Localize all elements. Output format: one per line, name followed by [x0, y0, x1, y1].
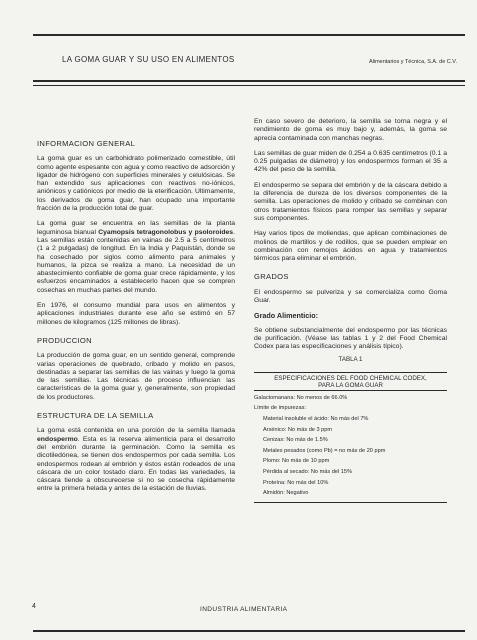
table-limite: Límite de impurezas: [254, 405, 306, 412]
table-row: Pérdida al secado: No más del 15% [263, 468, 352, 475]
header-rule-thin [33, 85, 465, 86]
table-row: Arsénico: No más de 3 ppm [263, 426, 333, 433]
table-title: TABLA 1 [338, 355, 363, 363]
paragraph-grados: El endospermo se pulveriza y se comercializa como Goma Guar. [254, 288, 447, 305]
table-row: Material insoluble el ácido: No más del 7% [263, 416, 369, 423]
paragraph-planta: La goma guar se encuentra en las semillas de la planta leguminosa bianual Cyamopsis tetragonolobus y psoloroides. Las semillas están contenidas en vainas de 2.5 a 5 centímetros (1 a 2 pulgadas) de longitud. En la India y Paquistán, donde se ha cosechado por siglos como alimento para animales y humanos, la pizca se realiza a mano. La necesidad de un abastecimiento confiable de goma guar crece rápidamente, y los esfuerzos encaminados a establecerlo hacen que se compren cosechas en muchas partes del mundo. [37, 220, 235, 294]
heading-grados: GRADOS [254, 272, 289, 282]
header-rule-thick [33, 80, 465, 82]
table-caption-line1: ESPECIFICACIONES DEL FOOD CHEMICAL CODEX, [274, 374, 427, 382]
paragraph-grado-alimenticio: Se obtiene substancialmente del endospermo por las técnicas de purificación. (Véase las tablas 1 y 2 del Food Chemical Codex para las especificaciones y análisis típico). [254, 326, 447, 351]
paragraph-estructura: La goma está contenida en una porción de la semilla llamada endospermo. Esta es la reserva alimenticia para el desarrollo del embrión durante la germinación. Como la semilla es dicotiledónea, se tienen dos endospermos por cada semilla. Los endospermos rodean al embrión y éstos están rodeados de una cáscara de un color tostado claro. En todas las variedades, la cáscara tiende a obscurecerse si no se cosecha rápidamente entre la primera helada y antes de la estación de lluvias. [37, 427, 235, 493]
heading-estructura: ESTRUCTURA DE LA SEMILLA [37, 411, 154, 421]
heading-produccion: PRODUCCION [37, 335, 92, 345]
right-column [254, 118, 447, 503]
paragraph-intro: La goma guar es un carbohidrato polimerizado comestible, útil como agente espesante con agua y como reactivo de adsorción y ligador de hidrógeno con superficies minerales y celulósicas. Se han extendido sus aplicaciones con reactivos no-iónicos, aniónicos y catiónicos por medio de la eterificación. Ultimamente, los derivados de goma guar, han ocupado una importante fracción de la producción total de guar. [37, 155, 235, 213]
paragraph-consumo: En 1976, el consumo mundial para usos en alimentos y aplicaciones industriales durante ese año se estimó en 57 millones de kilogramos (125 millones de libras). [37, 302, 235, 326]
species-name: Cyamopsis tetragonolobus y psoloroides [98, 228, 234, 236]
table-row: Plomo: No más de 10 ppm [263, 458, 330, 465]
table-caption-line2: PARA LA GOMA GUAR [254, 382, 447, 391]
heading-grado-alimenticio: Grado Alimenticio: [254, 311, 319, 321]
paragraph-produccion: La producción de goma guar, en un sentido general, comprende varias operaciones de quebrado, cribado y molido en pasos, destinadas a separar las semillas de las vainas y luego la goma de las semillas. Las técnicas de proceso influencian las características de la goma guar y, generalmente, son propiedad de los productores. [37, 352, 235, 401]
paragraph-medidas: Las semillas de guar miden de 0.254 a 0.635 centímetros (0.1 a 0.25 pulgadas de diámetro) y los endospermos forman el 35 a 42% del peso de la semilla. [254, 149, 447, 174]
paragraph-separacion: El endospermo se separa del embrión y de la cáscara debido a la diferencia de dureza de los diversos componentes de la semilla. Las operaciones de molido y cribado se combinan con otros tratamientos físicos para romper las semillas y separar sus componentes. [254, 181, 447, 222]
table-row: Metales pesados (como Pb) = no más de 20 ppm [263, 447, 386, 454]
journal-name: INDUSTRIA ALIMENTARIA [200, 606, 288, 613]
article-title: LA GOMA GUAR Y SU USO EN ALIMENTOS [62, 55, 235, 64]
table-galactomanana: Galactomanana: No menos de 66.0% [254, 394, 348, 401]
spec-table [254, 372, 447, 503]
heading-informacion-general: INFORMACION GENERAL [37, 139, 136, 148]
term-endospermo: endospermo [37, 435, 78, 443]
paragraph-deterioro: En caso severo de deterioro, la semilla se torna negra y el rendimiento de goma es muy bajo y, además, la goma se aprecia contaminada con manchas negras. [254, 118, 447, 142]
top-rule [33, 34, 465, 36]
table-row: Cenizas: No más de 1.5% [263, 437, 328, 444]
bottom-rule [33, 630, 465, 632]
paragraph-moliendas: Hay varios tipos de moliendas, que aplican combinaciones de molinos de martillos y de rodillos, que se pueden emplear en combinación con remojos ácidos en agua y tratamientos térmicos para eliminar el embrión. [254, 230, 447, 263]
publisher-name: Alimentarios y Técnica, S.A. de C.V. [368, 59, 457, 65]
page-number: 4 [32, 603, 36, 610]
table-row: Almidón: Negativo [263, 490, 309, 497]
table-row: Proteína: No más del 10% [263, 479, 329, 486]
left-column [37, 140, 235, 501]
